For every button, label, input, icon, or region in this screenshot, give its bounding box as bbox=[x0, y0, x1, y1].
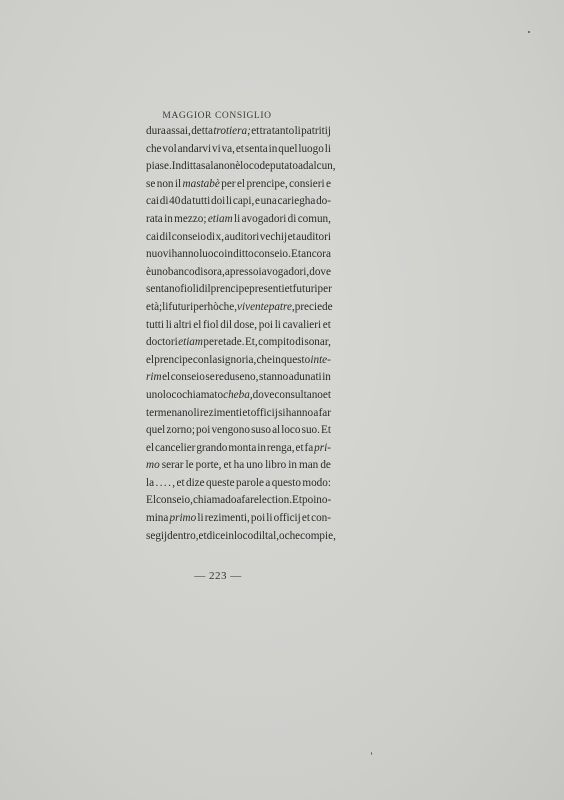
word: far bbox=[241, 494, 254, 507]
word: poi bbox=[196, 424, 211, 437]
italic-word: mo bbox=[146, 459, 160, 472]
word: si bbox=[278, 406, 286, 419]
word: et bbox=[251, 125, 260, 137]
italic-word: cheba, bbox=[223, 388, 253, 401]
word: officij bbox=[250, 406, 278, 419]
word: al bbox=[272, 424, 281, 437]
word: et bbox=[295, 441, 304, 454]
word: va, bbox=[221, 142, 235, 155]
text-line bbox=[146, 193, 331, 211]
word: termenano bbox=[146, 406, 194, 419]
text-line bbox=[146, 387, 331, 405]
word: no- bbox=[316, 494, 332, 507]
word: queste bbox=[206, 476, 235, 489]
word: li bbox=[266, 512, 273, 525]
word: fioli bbox=[180, 283, 199, 296]
word: tra bbox=[259, 125, 272, 137]
text-line bbox=[146, 510, 331, 528]
word: conseio bbox=[170, 371, 205, 384]
word: che, bbox=[218, 300, 238, 313]
word: dil bbox=[159, 230, 172, 243]
word: zorno; bbox=[166, 424, 195, 437]
word: modo: bbox=[302, 476, 331, 489]
word: cancelier bbox=[155, 441, 196, 454]
word: conseio. bbox=[253, 248, 291, 261]
word: vol bbox=[162, 142, 177, 155]
text-line bbox=[146, 158, 336, 176]
word: chiamato bbox=[182, 388, 224, 401]
word: sonar, bbox=[304, 336, 331, 349]
word: Et bbox=[292, 494, 302, 507]
word: da bbox=[181, 195, 192, 208]
word: Et, bbox=[244, 336, 258, 349]
word: et bbox=[242, 406, 251, 419]
text-line bbox=[146, 281, 331, 299]
word: li bbox=[225, 195, 233, 208]
word: etade. bbox=[218, 336, 245, 349]
word: in bbox=[288, 459, 297, 472]
word: tutti bbox=[146, 318, 165, 331]
word: banco bbox=[167, 265, 195, 278]
word: auditori bbox=[224, 230, 260, 243]
word: porte, bbox=[195, 459, 222, 472]
word: reduseno, bbox=[215, 371, 259, 384]
word: quel bbox=[278, 142, 298, 155]
word: libro bbox=[265, 459, 287, 472]
word: che bbox=[284, 529, 301, 542]
text-line bbox=[146, 440, 331, 458]
text-line bbox=[146, 334, 331, 352]
italic-word: etiam bbox=[178, 336, 203, 349]
word: conseio bbox=[171, 230, 206, 243]
word: poi bbox=[258, 318, 274, 331]
word: in bbox=[225, 529, 234, 542]
word: quel bbox=[146, 424, 166, 437]
word: ha bbox=[233, 459, 245, 472]
word: . bbox=[159, 476, 163, 489]
word: El bbox=[146, 494, 156, 507]
word: signoria, bbox=[217, 353, 257, 366]
word: loco bbox=[233, 529, 254, 542]
word: i bbox=[258, 265, 262, 278]
word: far bbox=[318, 406, 331, 419]
text-line bbox=[146, 457, 331, 475]
word: consultano bbox=[274, 388, 323, 401]
word: serar bbox=[161, 459, 184, 472]
word: de bbox=[320, 459, 331, 472]
word: perhò bbox=[193, 300, 219, 313]
text-line bbox=[146, 123, 331, 141]
word: altri bbox=[173, 318, 192, 331]
word: capi, bbox=[232, 195, 255, 208]
word: e bbox=[325, 177, 331, 190]
word: el bbox=[193, 318, 202, 331]
word: dove bbox=[252, 388, 275, 401]
word: sentano bbox=[146, 283, 181, 296]
word: di bbox=[287, 212, 297, 225]
word: el bbox=[146, 441, 155, 454]
word: ancora bbox=[301, 248, 331, 261]
word: cavalieri bbox=[282, 318, 322, 331]
word: et bbox=[223, 459, 232, 472]
word: suo. bbox=[301, 424, 320, 437]
word: di bbox=[295, 336, 304, 349]
text-line bbox=[146, 369, 331, 387]
word: con- bbox=[311, 512, 331, 525]
word: futuri bbox=[168, 300, 194, 313]
italic-word: pri- bbox=[314, 441, 331, 454]
word: avogadori bbox=[241, 212, 287, 225]
word: election. bbox=[253, 494, 293, 507]
word: detta bbox=[191, 125, 213, 137]
word: , bbox=[172, 476, 176, 489]
word: alcun, bbox=[308, 160, 336, 173]
word: et bbox=[198, 529, 207, 542]
word: il bbox=[174, 177, 182, 190]
word: . bbox=[163, 476, 167, 489]
word: vi bbox=[212, 142, 221, 155]
word: questo bbox=[271, 476, 301, 489]
word: ad bbox=[297, 160, 309, 173]
word: questo bbox=[281, 353, 311, 366]
word: monta bbox=[228, 441, 257, 454]
word: el bbox=[146, 353, 155, 366]
word: uno bbox=[246, 459, 264, 472]
word: le bbox=[185, 459, 194, 472]
italic-word: rim bbox=[146, 371, 162, 384]
word: et bbox=[287, 230, 296, 243]
word: prencipe, bbox=[246, 177, 288, 190]
word: a bbox=[313, 406, 319, 419]
word: consieri bbox=[289, 177, 325, 190]
word: dize bbox=[185, 476, 205, 489]
word: tal, bbox=[265, 529, 280, 542]
word: deputato bbox=[259, 160, 298, 173]
word: senta bbox=[244, 142, 268, 155]
word: li bbox=[234, 212, 241, 225]
running-head: MAGGIOR CONSIGLIO bbox=[162, 111, 272, 121]
text-line bbox=[146, 422, 331, 440]
word: patritij bbox=[301, 125, 331, 137]
word: compito bbox=[258, 336, 295, 349]
word: li bbox=[165, 318, 172, 331]
word: suso bbox=[251, 424, 271, 437]
text-line bbox=[146, 264, 331, 282]
word: prencipe bbox=[210, 283, 250, 296]
word: in bbox=[164, 212, 173, 225]
italic-word: inte- bbox=[310, 353, 331, 366]
word: comun, bbox=[297, 212, 331, 225]
text-line bbox=[146, 475, 331, 493]
text-line bbox=[146, 229, 331, 247]
word: man bbox=[299, 459, 319, 472]
word: li bbox=[197, 512, 204, 525]
italic-word: etiam bbox=[207, 212, 233, 225]
word: carieghа bbox=[277, 195, 316, 208]
word: e bbox=[254, 195, 260, 208]
word: che bbox=[146, 142, 162, 155]
word: hanno bbox=[171, 248, 200, 261]
word: età; bbox=[146, 300, 163, 313]
word: auditori bbox=[296, 230, 331, 243]
body-text bbox=[146, 123, 336, 545]
word: . bbox=[155, 476, 159, 489]
word: non bbox=[218, 160, 236, 173]
word: è bbox=[146, 265, 151, 278]
word: et bbox=[322, 318, 331, 331]
word: do- bbox=[316, 195, 331, 208]
word: et bbox=[176, 476, 185, 489]
word: segij bbox=[146, 529, 168, 542]
word: avogadori, bbox=[261, 265, 310, 278]
word: cai bbox=[146, 230, 160, 243]
word: luoco bbox=[199, 248, 225, 261]
word: 40 bbox=[169, 195, 181, 208]
word: li bbox=[294, 125, 301, 137]
text-line bbox=[146, 352, 331, 370]
word: li bbox=[193, 406, 200, 419]
word: el bbox=[162, 371, 171, 384]
text-line bbox=[146, 211, 331, 229]
word: rezimenti, bbox=[204, 512, 250, 525]
word: di bbox=[159, 195, 169, 208]
word: grando bbox=[196, 441, 228, 454]
word: Et bbox=[321, 424, 331, 437]
italic-word: mastabè bbox=[182, 177, 220, 190]
word: se bbox=[205, 371, 215, 384]
word: ditta bbox=[181, 160, 202, 173]
text-line bbox=[146, 528, 336, 546]
word: a bbox=[236, 494, 242, 507]
word: sala bbox=[201, 160, 219, 173]
word: dice bbox=[206, 529, 226, 542]
text-line bbox=[146, 317, 331, 335]
word: dil bbox=[198, 283, 211, 296]
word: fiol bbox=[203, 318, 219, 331]
word: loco bbox=[162, 388, 183, 401]
word: che bbox=[256, 353, 272, 366]
word: dura bbox=[146, 125, 166, 137]
text-line bbox=[146, 176, 331, 194]
italic-word: patre, bbox=[268, 300, 295, 313]
word: loco bbox=[240, 160, 260, 173]
word: parole bbox=[236, 476, 264, 489]
word: el bbox=[236, 177, 246, 190]
word: prencipe bbox=[154, 353, 193, 366]
word: Et bbox=[291, 248, 301, 261]
word: renga, bbox=[266, 441, 295, 454]
word: preciede bbox=[294, 300, 333, 313]
word: vengono bbox=[211, 424, 250, 437]
word: dil bbox=[220, 318, 233, 331]
word: o bbox=[279, 529, 285, 542]
italic-word: trotiera; bbox=[213, 125, 251, 137]
italic-word: primo bbox=[169, 512, 197, 525]
word: et bbox=[235, 142, 244, 155]
page-number: — 223 — bbox=[194, 570, 242, 582]
word: loco bbox=[281, 424, 301, 437]
word: nuovi bbox=[146, 248, 172, 261]
word: in bbox=[272, 353, 281, 366]
word: di bbox=[194, 265, 204, 278]
word: adunati bbox=[288, 371, 322, 384]
word: li bbox=[274, 318, 281, 331]
word: officij bbox=[273, 512, 301, 525]
text-line bbox=[146, 299, 331, 317]
word: andarvi bbox=[177, 142, 212, 155]
word: uno bbox=[146, 388, 163, 401]
word: conseio, bbox=[155, 494, 193, 507]
word: in bbox=[322, 371, 331, 384]
paper-speck bbox=[371, 752, 372, 755]
word: presso bbox=[229, 265, 259, 278]
word: et bbox=[301, 512, 310, 525]
word: ditto bbox=[233, 248, 254, 261]
word: a bbox=[265, 476, 271, 489]
word: cai bbox=[146, 195, 160, 208]
text-line bbox=[146, 141, 331, 159]
word: se bbox=[146, 177, 156, 190]
word: piase. bbox=[146, 160, 172, 173]
word: luogo bbox=[298, 142, 324, 155]
word: fa bbox=[304, 441, 314, 454]
word: li bbox=[162, 300, 169, 313]
word: mina bbox=[146, 512, 169, 525]
word: dentro, bbox=[167, 529, 199, 542]
word: mezzo; bbox=[174, 212, 207, 225]
word: per bbox=[203, 336, 218, 349]
word: in bbox=[257, 441, 266, 454]
word: tutti bbox=[192, 195, 211, 208]
word: per bbox=[221, 177, 236, 190]
word: uno bbox=[151, 265, 168, 278]
word: con bbox=[192, 353, 210, 366]
word: rezimenti bbox=[199, 406, 243, 419]
word: di bbox=[206, 230, 216, 243]
word: In bbox=[171, 160, 182, 173]
word: li bbox=[324, 142, 331, 155]
word: et bbox=[284, 283, 293, 296]
word: rata bbox=[146, 212, 163, 225]
word: sora, bbox=[203, 265, 225, 278]
word: doctori bbox=[146, 336, 178, 349]
word: dose, bbox=[233, 318, 258, 331]
text-line bbox=[146, 246, 331, 264]
word: è bbox=[235, 160, 241, 173]
word: dil bbox=[253, 529, 266, 542]
word: compie, bbox=[300, 529, 336, 542]
word: futuri bbox=[292, 283, 318, 296]
word: non bbox=[156, 177, 174, 190]
word: la bbox=[146, 476, 155, 489]
word: in bbox=[268, 142, 278, 155]
italic-word: vivente bbox=[237, 300, 269, 313]
word: assai, bbox=[166, 125, 191, 137]
word: a bbox=[224, 265, 230, 278]
word: vechij bbox=[259, 230, 288, 243]
word: per bbox=[317, 283, 332, 296]
text-line bbox=[146, 492, 331, 510]
word: hanno bbox=[285, 406, 314, 419]
text-line bbox=[146, 405, 331, 423]
word: chiamado bbox=[192, 494, 237, 507]
word: la bbox=[209, 353, 218, 366]
word: . bbox=[168, 476, 171, 489]
word: x, bbox=[215, 230, 225, 243]
word: stanno bbox=[258, 371, 289, 384]
word: tanto bbox=[271, 125, 295, 137]
word: poi bbox=[302, 494, 317, 507]
word: in bbox=[224, 248, 233, 261]
word: poi bbox=[250, 512, 266, 525]
word: presenti bbox=[249, 283, 285, 296]
word: doi bbox=[210, 195, 226, 208]
word: dove bbox=[309, 265, 331, 278]
word: una bbox=[260, 195, 277, 208]
paper-speck bbox=[528, 31, 530, 33]
word: et bbox=[322, 388, 331, 401]
